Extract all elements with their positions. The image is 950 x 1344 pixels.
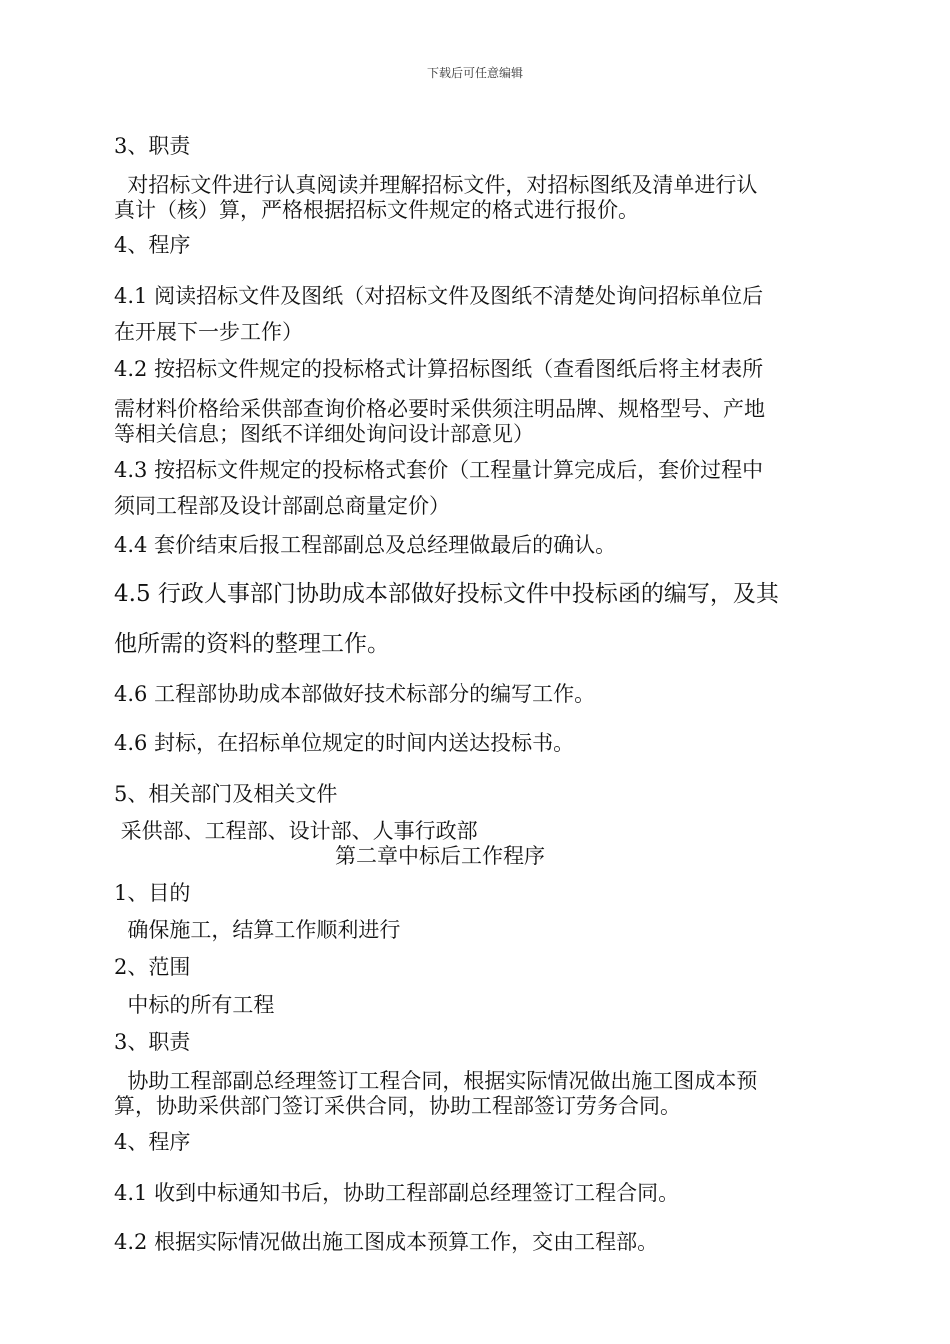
section-heading-duties: 3、职责 [114, 1030, 191, 1054]
paragraph-line: 中标的所有工程 [114, 993, 275, 1017]
paragraph-line: 4.4 套价结束后报工程部副总及总经理做最后的确认。 [114, 533, 617, 557]
paragraph-line: 采供部、工程部、设计部、人事行政部 [114, 819, 478, 843]
paragraph-line: 等相关信息；图纸不详细处询问设计部意见） [114, 422, 534, 446]
section-heading-procedure: 4、程序 [114, 233, 191, 257]
paragraph-line: 4.6 工程部协助成本部做好技术标部分的编写工作。 [114, 682, 596, 706]
paragraph-line: 4.5 行政人事部门协助成本部做好投标文件中投标函的编写，及其 [114, 581, 779, 607]
paragraph-line: 对招标文件进行认真阅读并理解招标文件，对招标图纸及清单进行认 [114, 173, 758, 197]
section-heading-purpose: 1、目的 [114, 881, 191, 905]
paragraph-line: 4.2 按招标文件规定的投标格式计算招标图纸（查看图纸后将主材表所 [114, 357, 764, 381]
paragraph-line: 需材料价格给采供部查询价格必要时采供须注明品牌、规格型号、产地 [114, 397, 765, 421]
paragraph-line: 须同工程部及设计部副总商量定价） [114, 494, 450, 518]
section-heading-duties: 3、职责 [114, 134, 191, 158]
paragraph-line: 4.6 封标，在招标单位规定的时间内送达投标书。 [114, 731, 575, 755]
page-header: 下载后可任意编辑 [426, 66, 523, 80]
paragraph-line: 真计（核）算，严格根据招标文件规定的格式进行报价。 [114, 198, 639, 222]
paragraph-line: 在开展下一步工作） [114, 320, 303, 344]
paragraph-line: 他所需的资料的整理工作。 [114, 631, 390, 657]
paragraph-line: 4.3 按招标文件规定的投标格式套价（工程量计算完成后，套价过程中 [114, 458, 764, 482]
paragraph-line: 协助工程部副总经理签订工程合同，根据实际情况做出施工图成本预 [114, 1069, 758, 1093]
section-heading-scope: 2、范围 [114, 955, 191, 979]
chapter-title: 第二章中标后工作程序 [335, 844, 545, 868]
paragraph-line: 4.1 阅读招标文件及图纸（对招标文件及图纸不清楚处询问招标单位后 [114, 284, 764, 308]
paragraph-line: 确保施工，结算工作顺利进行 [114, 918, 401, 942]
paragraph-line: 4.2 根据实际情况做出施工图成本预算工作，交由工程部。 [114, 1230, 659, 1254]
paragraph-line: 4.1 收到中标通知书后，协助工程部副总经理签订工程合同。 [114, 1181, 680, 1205]
section-heading-related: 5、相关部门及相关文件 [114, 782, 338, 806]
section-heading-procedure: 4、程序 [114, 1130, 191, 1154]
paragraph-line: 算，协助采供部门签订采供合同，协助工程部签订劳务合同。 [114, 1094, 681, 1118]
